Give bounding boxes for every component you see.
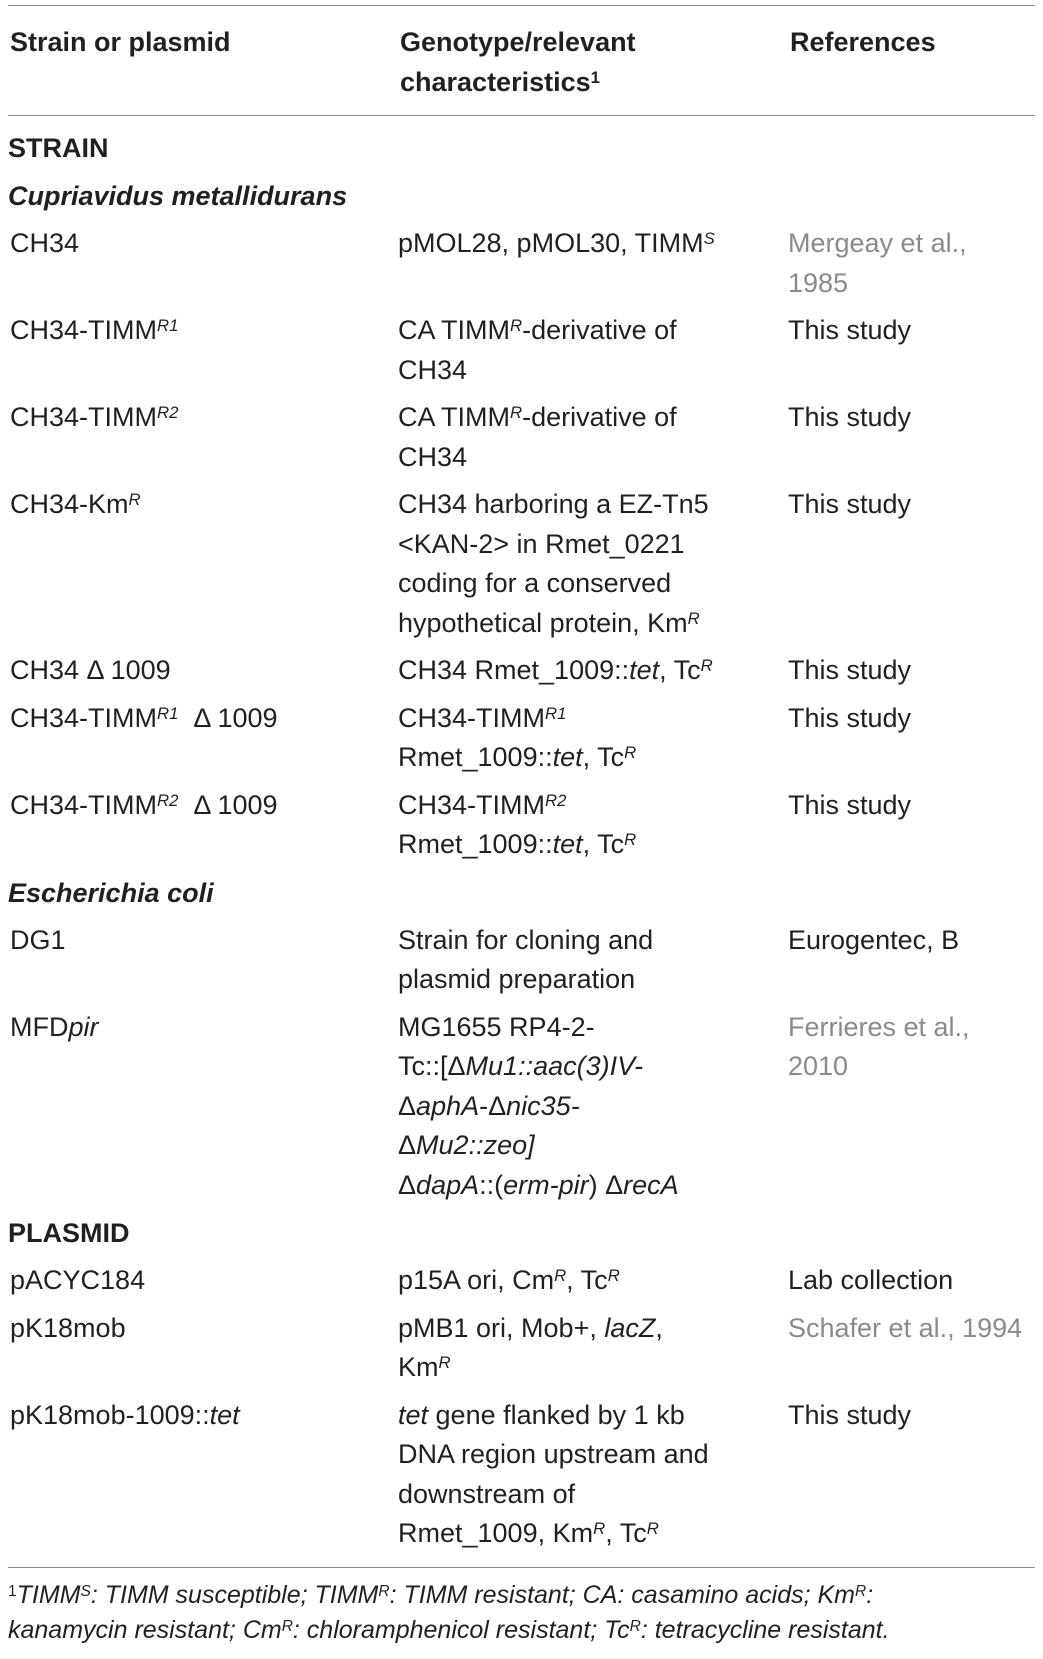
reference-link[interactable]: Schafer et al., 1994 <box>788 1312 1023 1343</box>
header-genotype-line2: characteristics$^1$ <box>400 67 600 97</box>
table-footnote: $^1TIMM^S$: TIMM susceptible; $TIMM^R$: TIMM resistant; CA: casamino acids; $Km^R$: kanamycin resistant; $Cm^R$: chloramphenicol resistant; $Tc^R$: tetracycline resistant. <box>8 1581 890 1644</box>
reference: Eurogentec, B <box>788 924 960 955</box>
section-plasmid: PLASMID <box>8 1218 130 1248</box>
table-row <box>8 1396 1035 1554</box>
plasmid-name: pACYC184 <box>10 1265 146 1295</box>
plasmid-name: pK18mob-1009::tet <box>10 1399 240 1430</box>
strain-name: $CH34-Km^R$ <box>10 489 141 519</box>
genotype: CH34 Rmet_1009::tet, $Tc^R$ <box>398 655 713 685</box>
strain-name: MFDpir <box>10 1011 99 1042</box>
reference: This study <box>788 789 912 820</box>
genotype: Strain for cloning and plasmid preparation <box>398 924 654 994</box>
header-rule <box>8 115 1035 116</box>
reference: This study <box>788 402 912 432</box>
strain-name: CH34 <box>10 228 80 258</box>
table-row <box>8 398 1035 477</box>
table-row <box>8 786 1035 865</box>
reference: This study <box>788 702 912 733</box>
table-row <box>8 921 1035 1000</box>
genotype: pMOL28, pMOL30, $TIMM^S$ <box>398 228 715 258</box>
genotype: p15A ori, $Cm^R$, $Tc^R$ <box>398 1265 620 1295</box>
table-row <box>8 1008 1035 1206</box>
genotype: CH34 harboring a EZ-Tn5 <KAN-2> in Rmet_0221 coding for a conserved hypothetical protein, $Km^R$ <box>398 489 709 638</box>
footnote-marker: 1 <box>590 68 600 88</box>
strain-name: DG1 <box>10 924 66 955</box>
genotype: $CH34-TIMM^{R1}$ Rmet_1009::tet, $Tc^R$ <box>398 702 637 772</box>
strain-name: $CH34-TIMM^{R1}$ <box>10 315 179 345</box>
reference-link[interactable]: Ferrieres et al., 2010 <box>788 1011 970 1081</box>
strain-name: $CH34-TIMM^{R1}$ Δ 1009 <box>10 702 278 733</box>
table-row <box>8 1309 1035 1388</box>
table-row <box>8 224 1035 303</box>
reference: This study <box>788 655 912 685</box>
table-row <box>8 311 1035 390</box>
strain-name: $CH34-TIMM^{R2}$ <box>10 402 179 432</box>
header-genotype <box>400 22 780 102</box>
header-genotype-line1: Genotype/relevant <box>400 27 636 57</box>
reference-link[interactable]: Mergeay et al., 1985 <box>788 228 967 298</box>
bottom-rule <box>8 1567 1035 1568</box>
strain-name: CH34 Δ 1009 <box>10 655 171 685</box>
plasmid-name: pK18mob <box>10 1312 126 1343</box>
organism-cupriavidus: Cupriavidus metallidurans <box>8 181 348 211</box>
section-strain: STRAIN <box>8 133 109 163</box>
reference: This study <box>788 1399 912 1430</box>
genotype: $CH34-TIMM^{R2}$ Rmet_1009::tet, $Tc^R$ <box>398 789 637 859</box>
reference: This study <box>788 315 912 345</box>
table-row <box>8 1261 1035 1301</box>
top-rule <box>8 5 1035 6</box>
table-body <box>8 128 1035 1562</box>
genotype: MG1655 RP4-2- Tc::[ΔMu1::aac(3)IV- ΔaphA-Δnic35- ΔMu2::zeo] ΔdapA::(erm-pir) ΔrecA <box>398 1011 679 1200</box>
reference: This study <box>788 489 912 519</box>
table-row <box>8 651 1035 691</box>
reference: Lab collection <box>788 1265 954 1295</box>
organism-ecoli: Escherichia coli <box>8 877 214 908</box>
genotype: CA $TIMM^R$-derivative of CH34 <box>398 402 677 472</box>
strain-name: $CH34-TIMM^{R2}$ Δ 1009 <box>10 789 278 820</box>
genotype: tet gene flanked by 1 kb DNA region upstream and downstream of Rmet_1009, $Km^R$, $Tc^R$ <box>398 1399 709 1548</box>
header-strain-or-plasmid: Strain or plasmid <box>10 27 231 57</box>
table-row <box>8 485 1035 643</box>
header-references: References <box>790 27 936 57</box>
table-row <box>8 699 1035 778</box>
genotype: pMB1 ori, Mob+, lacZ, $Km^R$ <box>398 1312 663 1382</box>
table-header <box>8 22 1035 112</box>
genotype: CA $TIMM^R$-derivative of CH34 <box>398 315 677 385</box>
